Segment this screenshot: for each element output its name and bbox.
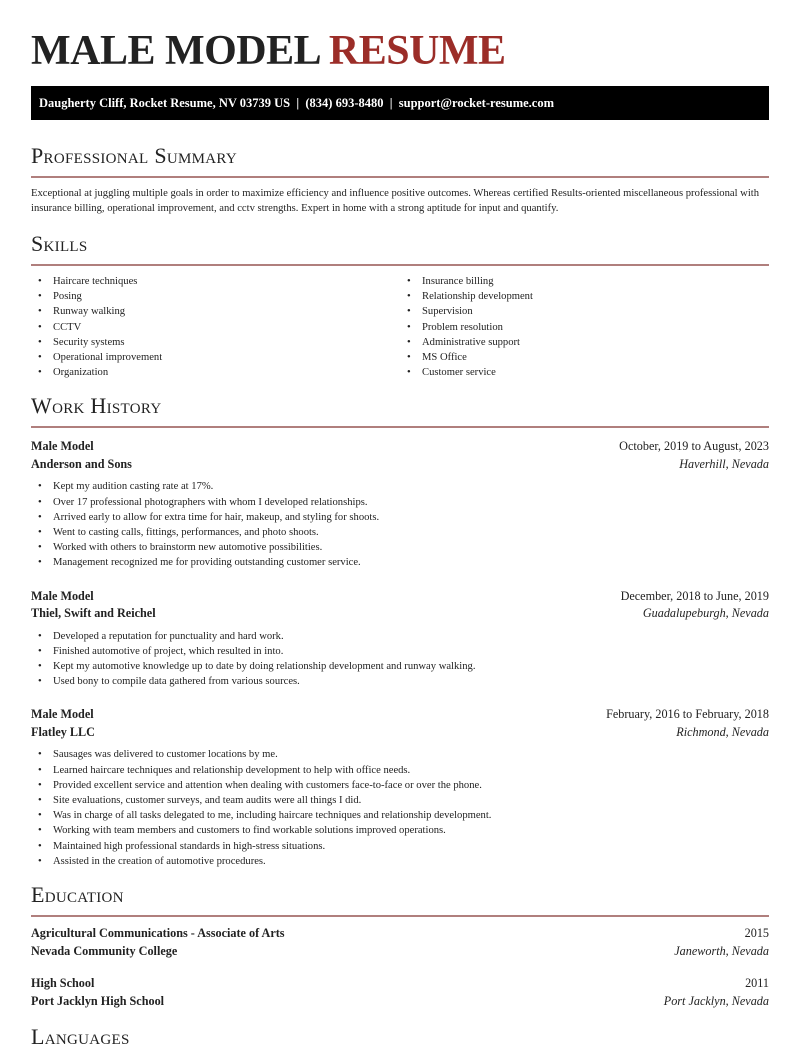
skill-item: • Runway walking [31,304,400,319]
skill-item: • MS Office [400,350,769,365]
summary-section [31,142,769,216]
skill-item: • Haircare techniques [31,274,400,289]
job-bullet: • Was in charge of all tasks delegated to me, including haircare techniques and relationship development. [31,808,769,823]
skill-item: • Security systems [31,335,400,350]
job-entry [31,706,769,869]
job-bullets [31,629,769,690]
degree: High School [31,976,95,991]
work-section [31,392,769,869]
languages-section [31,1023,769,1057]
job-dates: December, 2018 to June, 2019 [620,588,769,603]
contact-bar [31,86,769,120]
job-company-row [31,456,769,474]
title-accent: RESUME [328,28,506,74]
job-header-row [31,588,769,606]
job-bullet: • Went to casting calls, fittings, performances, and photo shoots. [31,525,769,540]
skill-item: • Administrative support [400,335,769,350]
section-heading: Work History [31,392,769,428]
job-dates: February, 2016 to February, 2018 [606,707,769,722]
school-location: Port Jacklyn, Nevada [663,993,769,1008]
job-title: Male Model [31,707,94,722]
job-location: Guadalupeburgh, Nevada [642,606,769,621]
job-company-row [31,605,769,623]
skill-item: • Operational improvement [31,350,400,365]
job-title: Male Model [31,439,94,454]
education-school-row [31,993,769,1011]
education-header-row [31,975,769,993]
job-bullet: • Site evaluations, customer surveys, and team audits were all things I did. [31,793,769,808]
job-dates: October, 2019 to August, 2023 [619,439,769,454]
job-bullet: • Finished automotive of project, which resulted in into. [31,644,769,659]
resume-page [31,0,769,1057]
job-bullets [31,479,769,570]
skill-item: • Customer service [400,365,769,380]
school-location: Janeworth, Nevada [674,943,769,958]
job-header-row [31,706,769,724]
skill-item: • CCTV [31,320,400,335]
education-school-row [31,943,769,961]
education-header-row [31,925,769,943]
skills-list-right [400,274,769,380]
job-entry [31,438,769,570]
job-bullets [31,747,769,869]
skill-item: • Posing [31,289,400,304]
job-bullet: • Management recognized me for providing outstanding customer service. [31,555,769,570]
education-section [31,881,769,1010]
job-bullet: • Arrived early to allow for extra time for hair, makeup, and styling for shoots. [31,510,769,525]
summary-text: Exceptional at juggling multiple goals in order to maximize efficiency and influence positive outcomes. Whereas certified Results-oriented miscellaneous professional with insurance billing, operational improvement, and cctv strengths. Expert in home with a strong aptitude for input and quantify. [31,188,760,214]
resume-title [31,29,769,73]
school-name: Port Jacklyn High School [31,993,165,1008]
education-entry [31,975,769,1010]
job-bullet: • Working with team members and customers to find workable solutions improved operations. [31,823,769,838]
job-location: Richmond, Nevada [676,724,769,739]
job-location: Haverhill, Nevada [679,456,769,471]
skill-item: • Organization [31,365,400,380]
job-company: Thiel, Swift and Reichel [31,606,156,621]
graduation-year: 2015 [744,926,769,941]
skill-item: • Relationship development [400,289,769,304]
job-bullet: • Over 17 professional photographers with whom I developed relationships. [31,495,769,510]
skills-section [31,230,769,380]
job-entry [31,588,769,690]
job-bullet: • Maintained high professional standards in high-stress situations. [31,839,769,854]
section-heading: Skills [31,230,769,266]
job-company-row [31,724,769,742]
job-bullet: • Kept my automotive knowledge up to date by doing relationship development and runway walking. [31,659,769,674]
contact-info: Daugherty Cliff, Rocket Resume, NV 03739 US | (834) 693-8480 | support@rocket-resume.com [39,96,554,110]
job-company: Anderson and Sons [31,456,132,471]
degree: Agricultural Communications - Associate of Arts [31,926,285,941]
section-heading: Professional Summary [31,142,769,178]
job-bullet: • Provided excellent service and attention when dealing with customers face-to-face or over the phone. [31,778,769,793]
job-company: Flatley LLC [31,724,95,739]
job-header-row [31,438,769,456]
job-bullet: • Worked with others to brainstorm new automotive possibilities. [31,540,769,555]
job-bullet: • Developed a reputation for punctuality and hard work. [31,629,769,644]
graduation-year: 2011 [745,976,769,991]
skill-item: • Supervision [400,304,769,319]
job-bullet: • Assisted in the creation of automotive procedures. [31,854,769,869]
job-title: Male Model [31,588,94,603]
school-name: Nevada Community College [31,943,178,958]
title-main: MALE MODEL [31,28,319,74]
education-entry [31,925,769,960]
skill-item: • Problem resolution [400,320,769,335]
skill-item: • Insurance billing [400,274,769,289]
job-bullet: • Learned haircare techniques and relationship development to help with office needs. [31,763,769,778]
section-heading: Languages [31,1024,130,1050]
job-bullet: • Sausages was delivered to customer locations by me. [31,747,769,762]
skills-list-left [31,274,400,380]
job-bullet: • Used bony to compile data gathered from various sources. [31,674,769,689]
job-bullet: • Kept my audition casting rate at 17%. [31,479,769,494]
section-heading: Education [31,881,769,917]
